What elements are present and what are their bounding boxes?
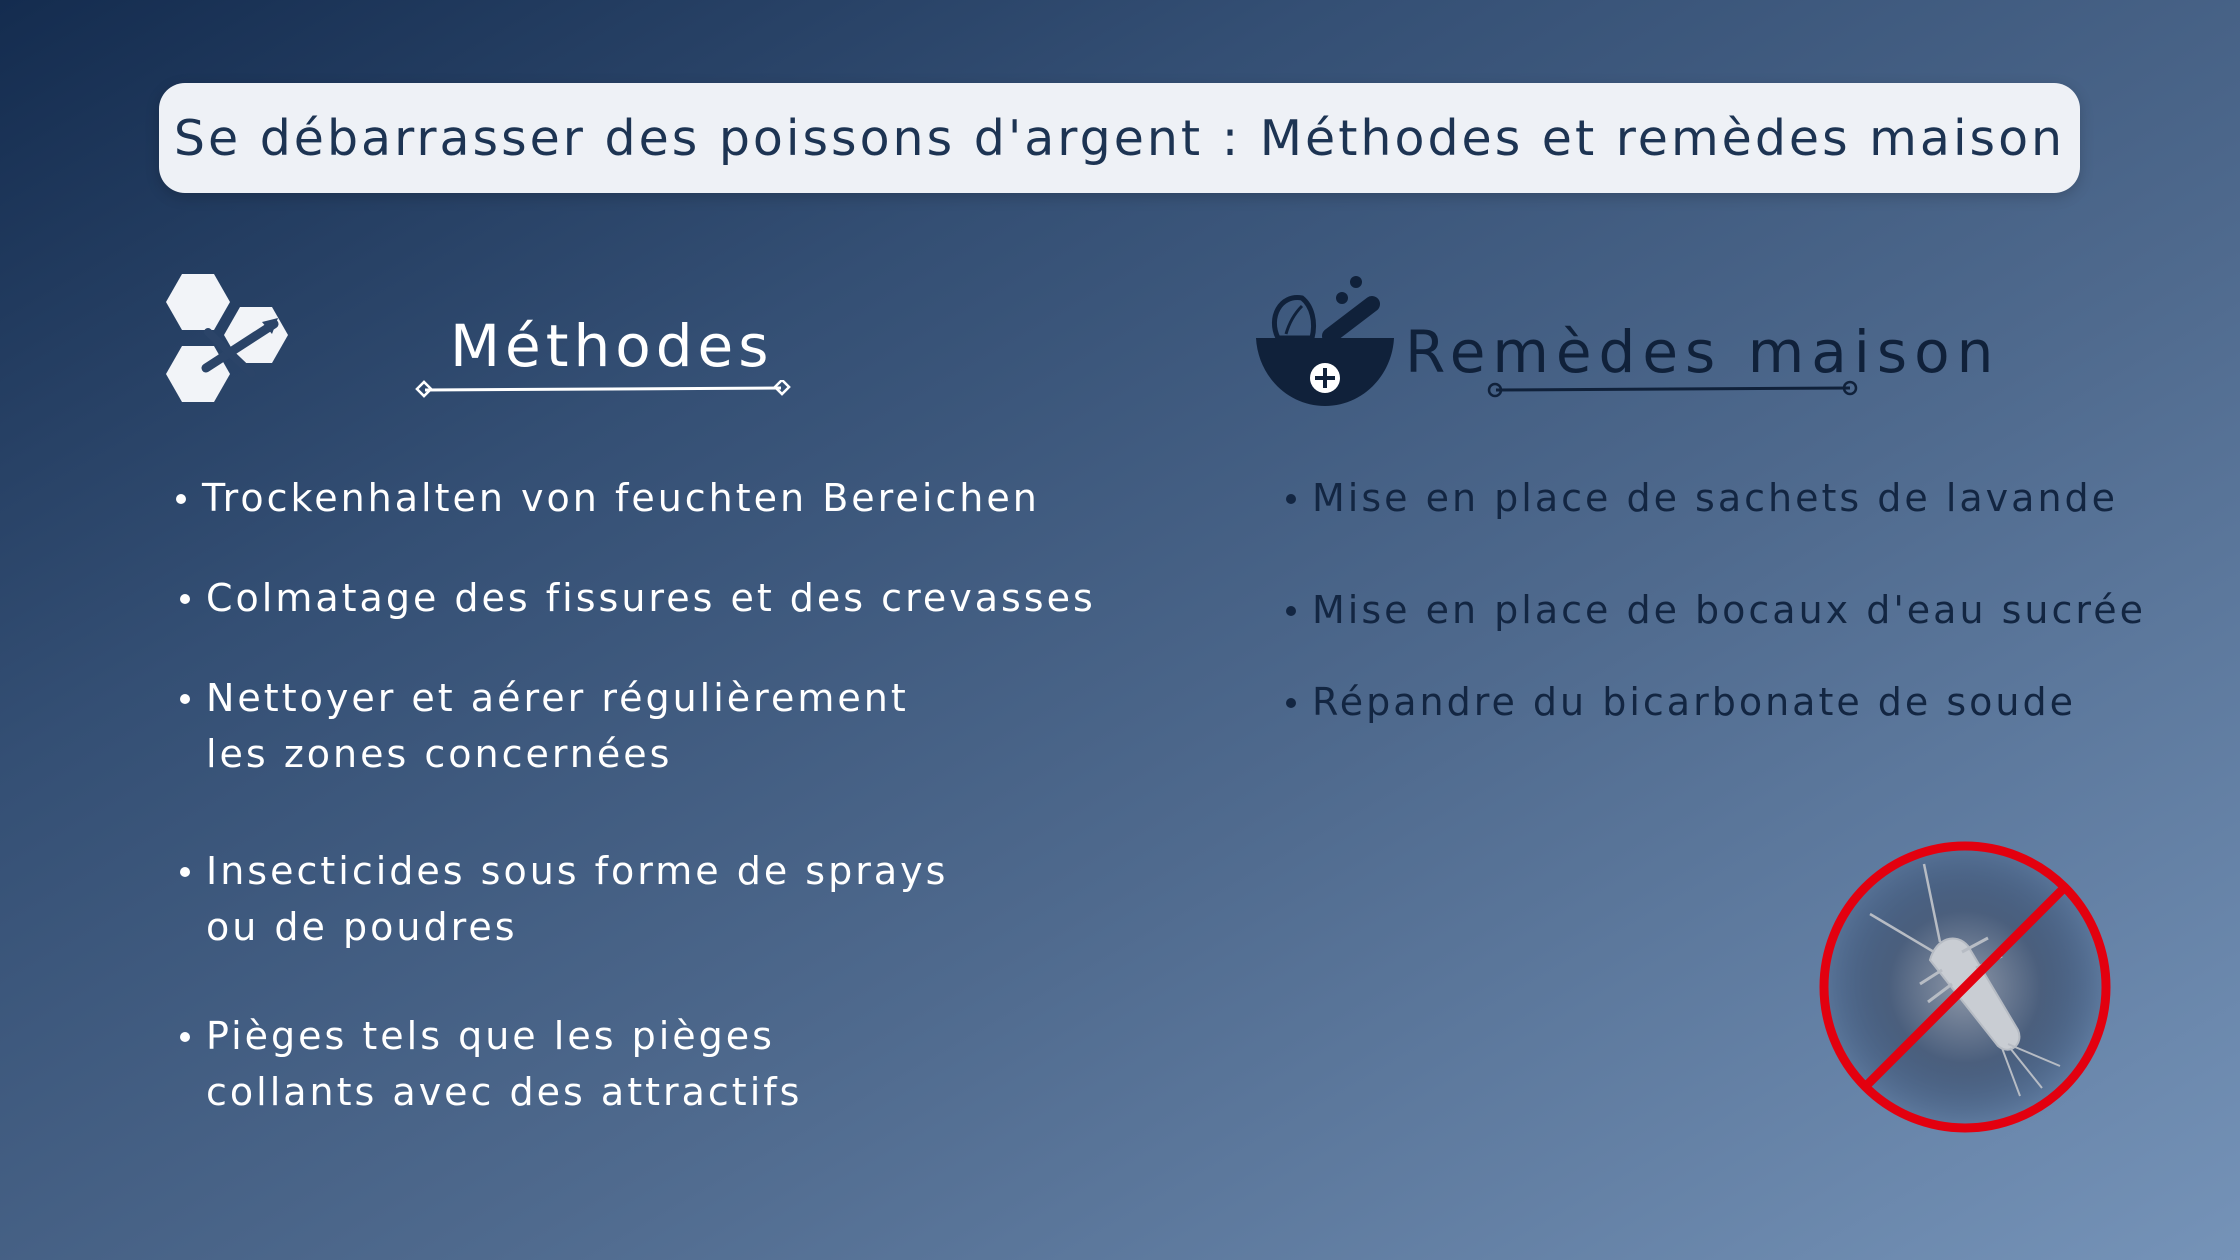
list-item: Trockenhalten von feuchten Bereichen [202, 470, 1040, 526]
mortar-pestle-icon [1254, 272, 1396, 408]
list-item: Mise en place de sachets de lavande [1312, 470, 2118, 526]
title-banner [159, 83, 2080, 193]
bullet [180, 1032, 190, 1042]
bullet [1286, 494, 1296, 504]
methodes-underline [415, 380, 791, 400]
bullet [180, 594, 190, 604]
bullet [1286, 698, 1296, 708]
remedes-underline [1486, 380, 1860, 400]
list-item: Insecticides sous forme de sprays ou de poudres [206, 843, 948, 955]
page-title: Se débarrasser des poissons d'argent : Méthodes et remèdes maison [173, 109, 2066, 167]
hexagon-tools-icon [166, 272, 302, 408]
bullet [1286, 606, 1296, 616]
methodes-heading: Méthodes [450, 312, 774, 380]
list-item: Pièges tels que les pièges collants avec des attractifs [206, 1008, 802, 1120]
bullet [176, 494, 186, 504]
bullet [180, 694, 190, 704]
list-item: Répandre du bicarbonate de soude [1312, 674, 2076, 730]
list-item: Colmatage des fissures et des crevasses [206, 570, 1096, 626]
list-item: Nettoyer et aérer régulièrement les zones concernées [206, 670, 909, 782]
list-item: Mise en place de bocaux d'eau sucrée [1312, 582, 2146, 638]
no-silverfish-icon [1812, 834, 2118, 1140]
bullet [180, 867, 190, 877]
remedes-heading: Remèdes maison [1405, 318, 2001, 386]
